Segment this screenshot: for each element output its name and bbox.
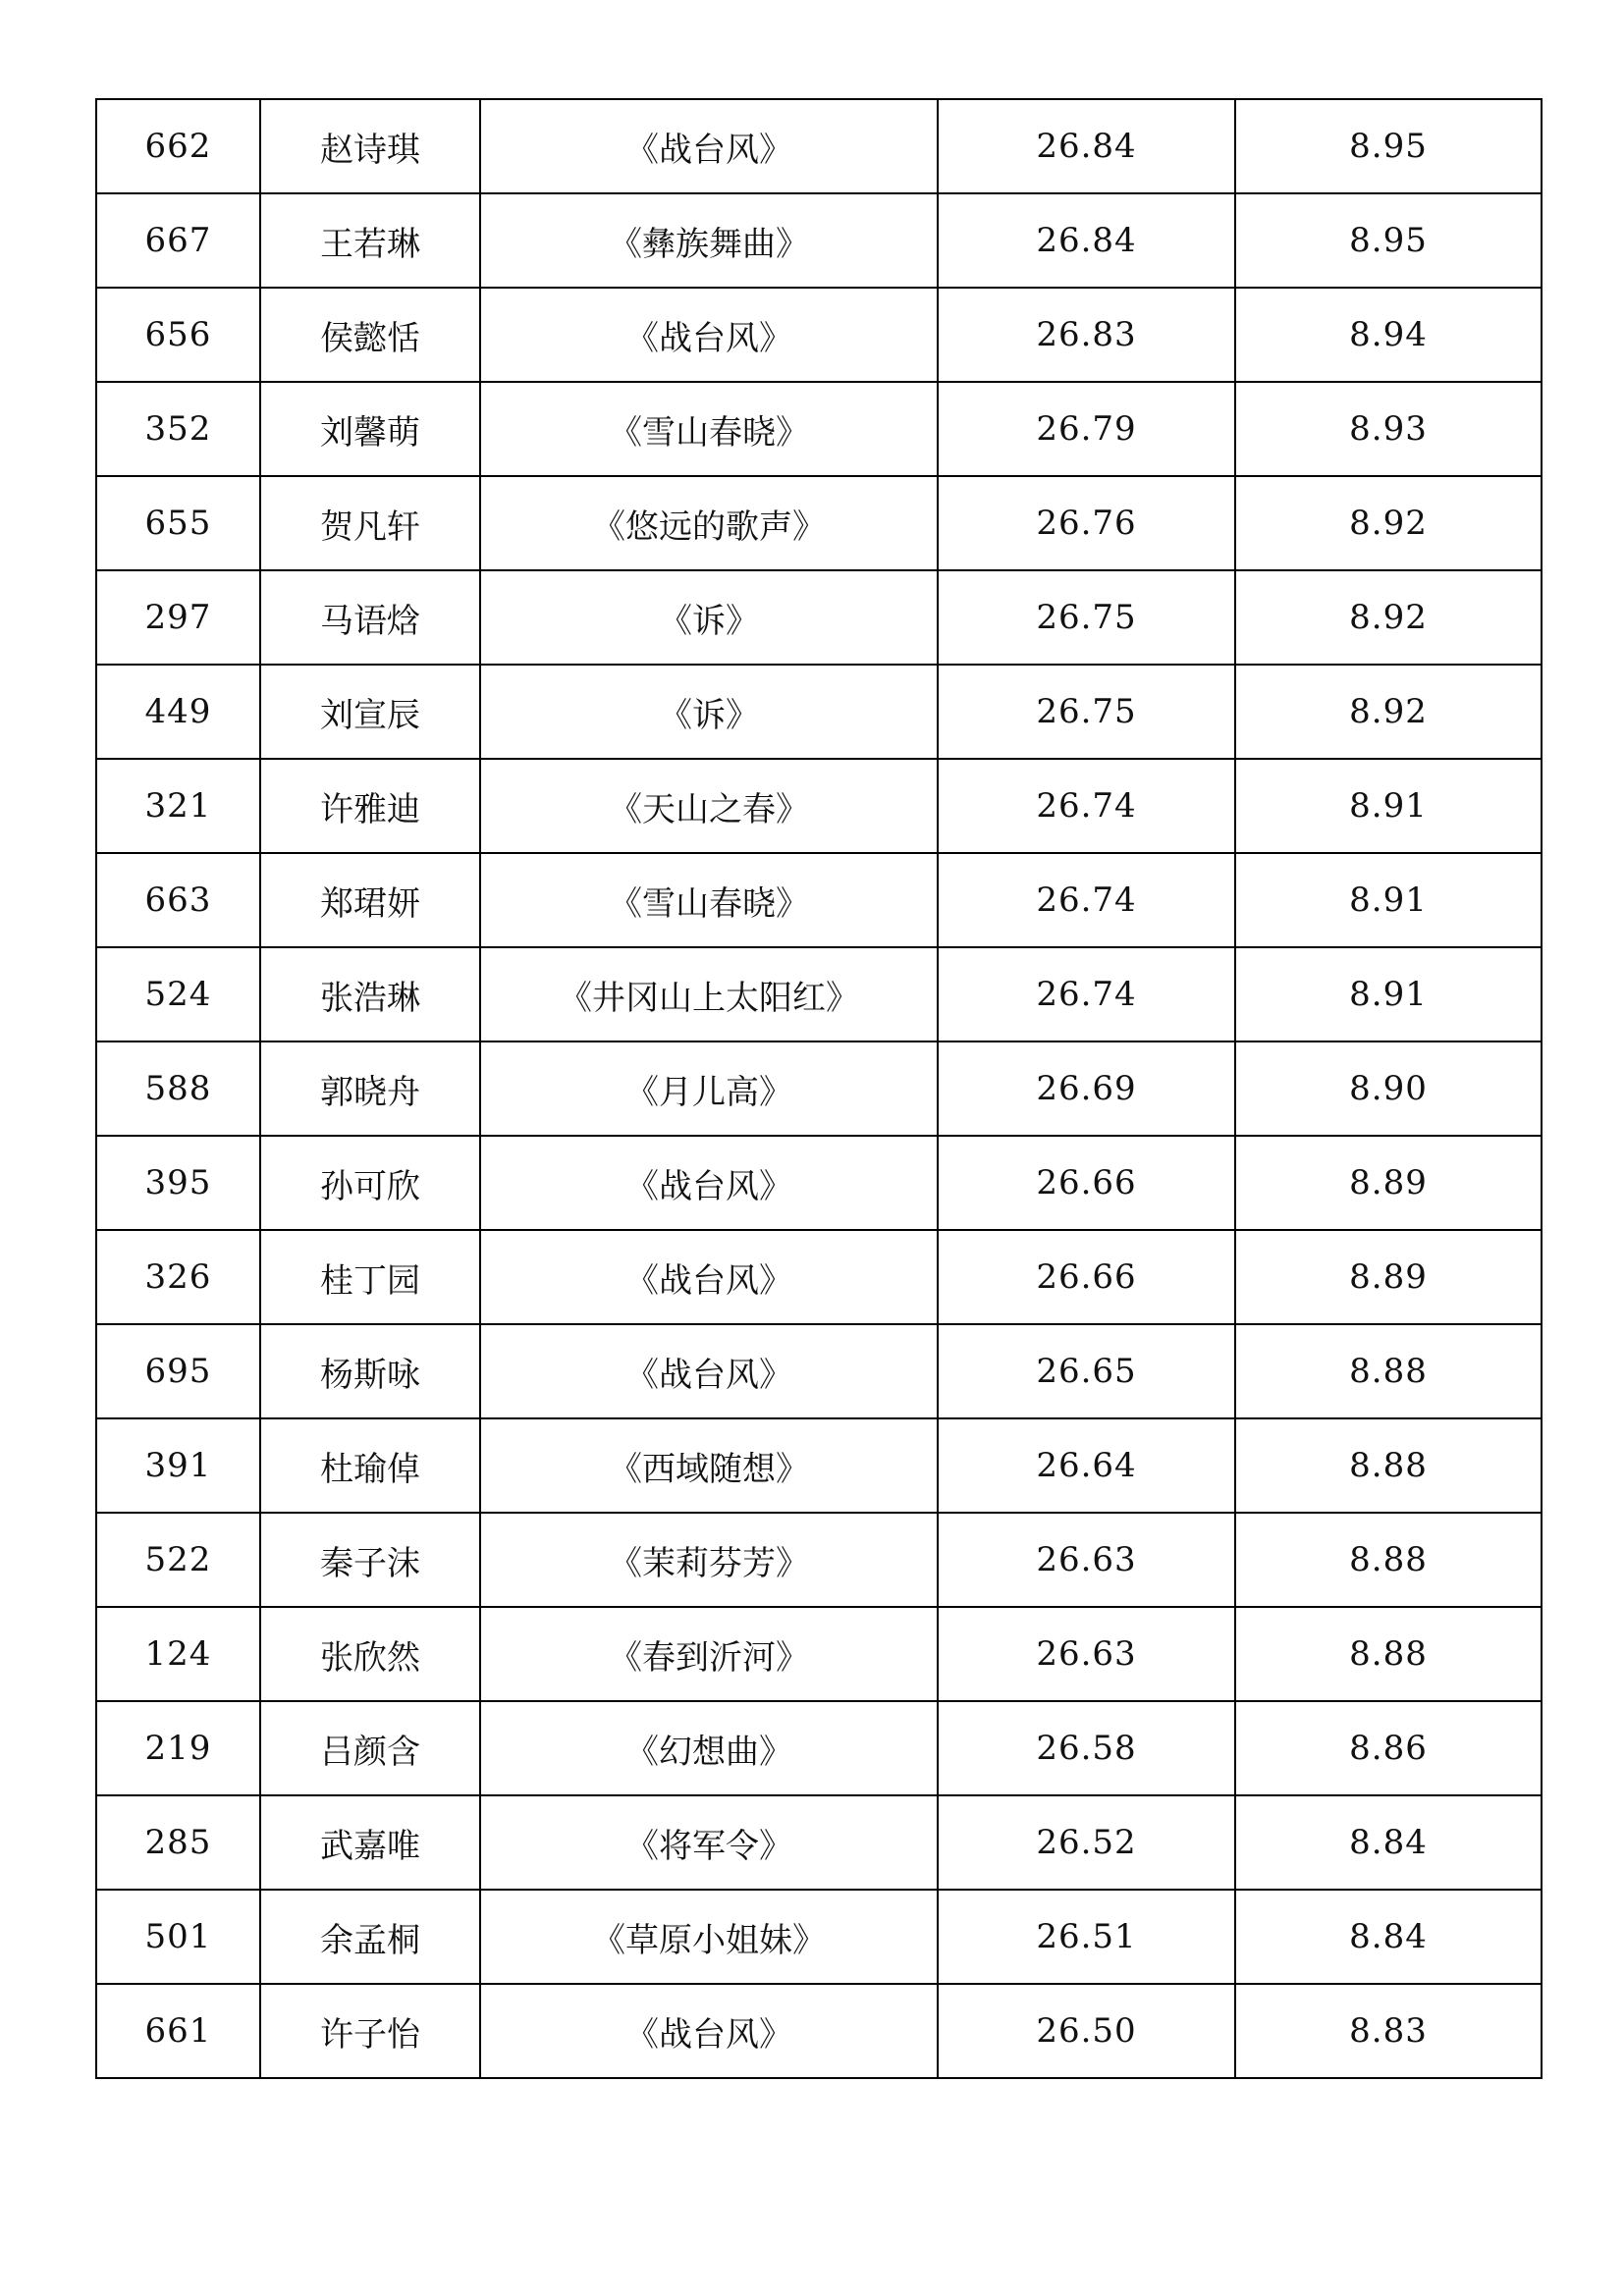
entry-number-cell: 663 bbox=[96, 853, 260, 947]
total-score-cell: 26.84 bbox=[938, 99, 1235, 193]
average-score-cell: 8.90 bbox=[1235, 1041, 1542, 1136]
average-score-cell: 8.95 bbox=[1235, 193, 1542, 288]
total-score-cell: 26.63 bbox=[938, 1607, 1235, 1701]
entry-number-cell: 522 bbox=[96, 1513, 260, 1607]
entry-number-cell: 391 bbox=[96, 1418, 260, 1513]
average-score-cell: 8.83 bbox=[1235, 1984, 1542, 2078]
name-cell: 许子怡 bbox=[260, 1984, 480, 2078]
total-score-cell: 26.64 bbox=[938, 1418, 1235, 1513]
piece-title-cell: 《战台风》 bbox=[480, 288, 938, 382]
average-score-cell: 8.84 bbox=[1235, 1890, 1542, 1984]
entry-number-cell: 395 bbox=[96, 1136, 260, 1230]
average-score-cell: 8.88 bbox=[1235, 1418, 1542, 1513]
piece-title-cell: 《月儿高》 bbox=[480, 1041, 938, 1136]
piece-title-cell: 《悠远的歌声》 bbox=[480, 476, 938, 570]
table-row bbox=[96, 1513, 1542, 1607]
name-cell: 马语焓 bbox=[260, 570, 480, 665]
table-row bbox=[96, 1701, 1542, 1795]
piece-title-cell: 《诉》 bbox=[480, 665, 938, 759]
total-score-cell: 26.63 bbox=[938, 1513, 1235, 1607]
average-score-cell: 8.88 bbox=[1235, 1607, 1542, 1701]
entry-number-cell: 661 bbox=[96, 1984, 260, 2078]
table-row bbox=[96, 193, 1542, 288]
total-score-cell: 26.58 bbox=[938, 1701, 1235, 1795]
total-score-cell: 26.66 bbox=[938, 1230, 1235, 1324]
average-score-cell: 8.93 bbox=[1235, 382, 1542, 476]
average-score-cell: 8.88 bbox=[1235, 1513, 1542, 1607]
piece-title-cell: 《彝族舞曲》 bbox=[480, 193, 938, 288]
entry-number-cell: 285 bbox=[96, 1795, 260, 1890]
name-cell: 秦子沫 bbox=[260, 1513, 480, 1607]
entry-number-cell: 124 bbox=[96, 1607, 260, 1701]
entry-number-cell: 219 bbox=[96, 1701, 260, 1795]
piece-title-cell: 《草原小姐妹》 bbox=[480, 1890, 938, 1984]
name-cell: 王若琳 bbox=[260, 193, 480, 288]
table-row bbox=[96, 665, 1542, 759]
average-score-cell: 8.89 bbox=[1235, 1136, 1542, 1230]
entry-number-cell: 501 bbox=[96, 1890, 260, 1984]
name-cell: 郑珺妍 bbox=[260, 853, 480, 947]
table-row bbox=[96, 947, 1542, 1041]
entry-number-cell: 656 bbox=[96, 288, 260, 382]
total-score-cell: 26.69 bbox=[938, 1041, 1235, 1136]
piece-title-cell: 《战台风》 bbox=[480, 99, 938, 193]
entry-number-cell: 321 bbox=[96, 759, 260, 853]
table-row bbox=[96, 288, 1542, 382]
average-score-cell: 8.84 bbox=[1235, 1795, 1542, 1890]
table-row bbox=[96, 1795, 1542, 1890]
average-score-cell: 8.92 bbox=[1235, 570, 1542, 665]
piece-title-cell: 《茉莉芬芳》 bbox=[480, 1513, 938, 1607]
name-cell: 余孟桐 bbox=[260, 1890, 480, 1984]
name-cell: 杜瑜倬 bbox=[260, 1418, 480, 1513]
table-row bbox=[96, 1324, 1542, 1418]
table-row bbox=[96, 1890, 1542, 1984]
average-score-cell: 8.88 bbox=[1235, 1324, 1542, 1418]
average-score-cell: 8.91 bbox=[1235, 947, 1542, 1041]
total-score-cell: 26.83 bbox=[938, 288, 1235, 382]
total-score-cell: 26.75 bbox=[938, 570, 1235, 665]
name-cell: 刘馨萌 bbox=[260, 382, 480, 476]
table-row bbox=[96, 99, 1542, 193]
entry-number-cell: 695 bbox=[96, 1324, 260, 1418]
total-score-cell: 26.75 bbox=[938, 665, 1235, 759]
total-score-cell: 26.79 bbox=[938, 382, 1235, 476]
total-score-cell: 26.50 bbox=[938, 1984, 1235, 2078]
entry-number-cell: 297 bbox=[96, 570, 260, 665]
piece-title-cell: 《诉》 bbox=[480, 570, 938, 665]
total-score-cell: 26.74 bbox=[938, 759, 1235, 853]
total-score-cell: 26.74 bbox=[938, 853, 1235, 947]
name-cell: 杨斯咏 bbox=[260, 1324, 480, 1418]
name-cell: 张浩琳 bbox=[260, 947, 480, 1041]
score-table bbox=[95, 98, 1543, 2079]
table-row bbox=[96, 1136, 1542, 1230]
average-score-cell: 8.92 bbox=[1235, 665, 1542, 759]
name-cell: 武嘉唯 bbox=[260, 1795, 480, 1890]
entry-number-cell: 588 bbox=[96, 1041, 260, 1136]
name-cell: 郭晓舟 bbox=[260, 1041, 480, 1136]
average-score-cell: 8.91 bbox=[1235, 759, 1542, 853]
piece-title-cell: 《战台风》 bbox=[480, 1984, 938, 2078]
name-cell: 张欣然 bbox=[260, 1607, 480, 1701]
table-row bbox=[96, 759, 1542, 853]
table-row bbox=[96, 1041, 1542, 1136]
table-row bbox=[96, 1984, 1542, 2078]
average-score-cell: 8.94 bbox=[1235, 288, 1542, 382]
piece-title-cell: 《将军令》 bbox=[480, 1795, 938, 1890]
name-cell: 贺凡轩 bbox=[260, 476, 480, 570]
entry-number-cell: 662 bbox=[96, 99, 260, 193]
name-cell: 孙可欣 bbox=[260, 1136, 480, 1230]
total-score-cell: 26.52 bbox=[938, 1795, 1235, 1890]
piece-title-cell: 《雪山春晓》 bbox=[480, 853, 938, 947]
piece-title-cell: 《雪山春晓》 bbox=[480, 382, 938, 476]
average-score-cell: 8.92 bbox=[1235, 476, 1542, 570]
name-cell: 许雅迪 bbox=[260, 759, 480, 853]
average-score-cell: 8.91 bbox=[1235, 853, 1542, 947]
table-row bbox=[96, 1607, 1542, 1701]
entry-number-cell: 655 bbox=[96, 476, 260, 570]
piece-title-cell: 《西域随想》 bbox=[480, 1418, 938, 1513]
piece-title-cell: 《战台风》 bbox=[480, 1136, 938, 1230]
average-score-cell: 8.89 bbox=[1235, 1230, 1542, 1324]
average-score-cell: 8.95 bbox=[1235, 99, 1542, 193]
piece-title-cell: 《井冈山上太阳红》 bbox=[480, 947, 938, 1041]
name-cell: 吕颜含 bbox=[260, 1701, 480, 1795]
entry-number-cell: 326 bbox=[96, 1230, 260, 1324]
table-row bbox=[96, 570, 1542, 665]
total-score-cell: 26.84 bbox=[938, 193, 1235, 288]
total-score-cell: 26.74 bbox=[938, 947, 1235, 1041]
total-score-cell: 26.66 bbox=[938, 1136, 1235, 1230]
entry-number-cell: 667 bbox=[96, 193, 260, 288]
table-row bbox=[96, 853, 1542, 947]
entry-number-cell: 352 bbox=[96, 382, 260, 476]
piece-title-cell: 《幻想曲》 bbox=[480, 1701, 938, 1795]
table-body bbox=[96, 99, 1542, 2078]
entry-number-cell: 449 bbox=[96, 665, 260, 759]
name-cell: 桂丁园 bbox=[260, 1230, 480, 1324]
total-score-cell: 26.51 bbox=[938, 1890, 1235, 1984]
name-cell: 赵诗琪 bbox=[260, 99, 480, 193]
piece-title-cell: 《战台风》 bbox=[480, 1324, 938, 1418]
entry-number-cell: 524 bbox=[96, 947, 260, 1041]
table-row bbox=[96, 476, 1542, 570]
table-row bbox=[96, 1418, 1542, 1513]
piece-title-cell: 《战台风》 bbox=[480, 1230, 938, 1324]
name-cell: 刘宣辰 bbox=[260, 665, 480, 759]
name-cell: 侯懿恬 bbox=[260, 288, 480, 382]
table-row bbox=[96, 1230, 1542, 1324]
piece-title-cell: 《春到沂河》 bbox=[480, 1607, 938, 1701]
piece-title-cell: 《天山之春》 bbox=[480, 759, 938, 853]
average-score-cell: 8.86 bbox=[1235, 1701, 1542, 1795]
total-score-cell: 26.65 bbox=[938, 1324, 1235, 1418]
total-score-cell: 26.76 bbox=[938, 476, 1235, 570]
table-row bbox=[96, 382, 1542, 476]
